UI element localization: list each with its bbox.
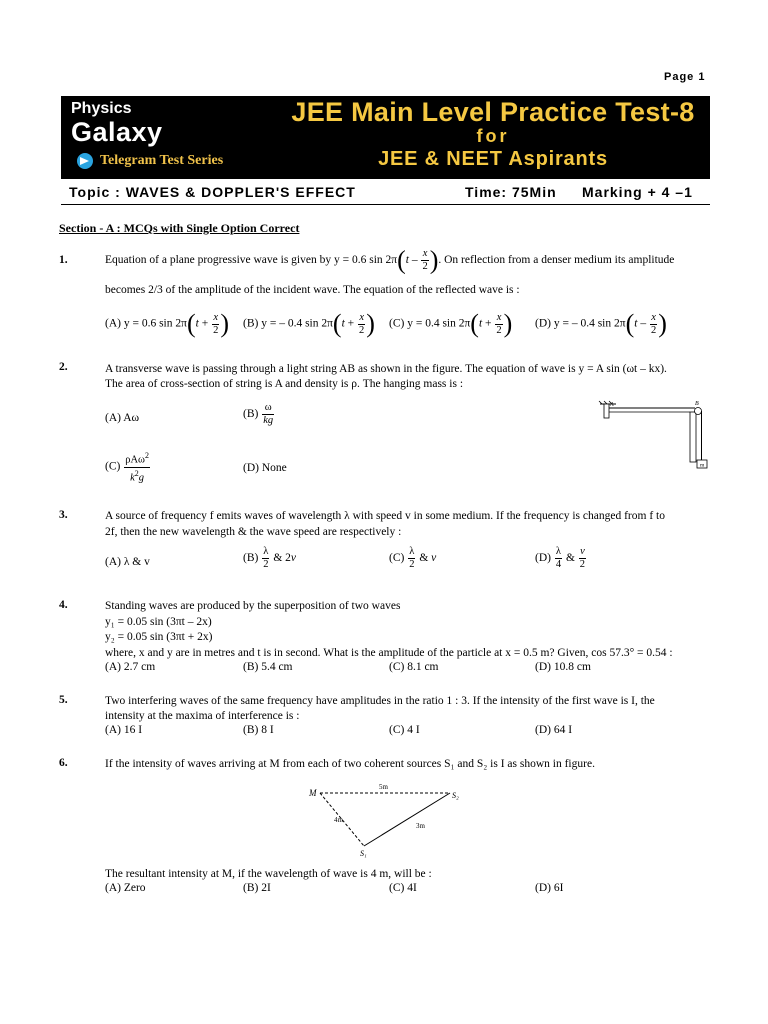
option-a: (A) λ & v [105, 556, 150, 568]
question-text: Standing waves are produced by the superposition of two waves [105, 600, 401, 612]
question-text-cont: The area of cross-section of string is A and density is ρ. The hanging mass is : [105, 378, 464, 390]
distance-4m-label: 4m [334, 816, 343, 824]
option-c-text: (C) y = 0.4 sin 2π [389, 317, 471, 330]
question-text-cont: The resultant intensity at M, if the wavelength of wave is 4 m, will be : [105, 868, 432, 880]
option-a: (A) y = 0.6 sin 2π(t + $\frac{x}{2}$ ) [105, 309, 229, 338]
option-c-text: (C) [389, 552, 405, 565]
option-b: (B) y = – 0.4 sin 2π(t + $\frac{x}{2}$ ) [243, 309, 375, 338]
question-text: A transverse wave is passing through a light string AB as shown in the figure. The equation of wave is y = A sin (ωt – kx). [105, 363, 667, 375]
option-c: (C) $\frac{\lambda}{2}$ & v [389, 546, 437, 570]
option-a-text: (A) y = 0.6 sin 2π [105, 317, 187, 330]
pulley [695, 408, 702, 415]
option-b: (B) 5.4 cm [243, 661, 293, 673]
option-d: (D) $\frac{\lambda}{4}$ & $\frac{v}{2}$ [535, 546, 586, 570]
telegram-icon [77, 153, 93, 169]
wall-block [604, 404, 609, 418]
question-number: 6. [59, 757, 68, 769]
distance-5m-label: 5m [379, 783, 388, 791]
option-b: (B) 2I [243, 882, 271, 894]
header-band [61, 96, 710, 179]
distance-3m-label: 3m [416, 822, 425, 830]
option-d-text: (D) [535, 552, 551, 565]
option-c: (C) 8.1 cm [389, 661, 439, 673]
topic-label: Topic : WAVES & DOPPLER'S EFFECT [69, 184, 356, 200]
page-number: Page 1 [664, 71, 706, 83]
option-b-text: (B) y = – 0.4 sin 2π [243, 317, 333, 330]
option-d: (D) None [243, 462, 287, 474]
point-m-label: M [309, 788, 317, 798]
test-title: JEE Main Level Practice Test-8 [291, 97, 695, 127]
option-b: (B) $\frac{\lambda}{2}$ & 2v [243, 546, 297, 570]
point-s1-label: S₁ [360, 849, 367, 858]
marking-label: Marking + 4 –1 [582, 184, 693, 200]
fig-label-a: A [610, 402, 614, 408]
telegram-row [77, 153, 223, 169]
equation-y2: y₂ = 0.05 sin (3πt + 2x) [105, 631, 213, 643]
option-b-text: (B) [243, 552, 259, 565]
option-c: (C) y = 0.4 sin 2π(t + $\frac{x}{2}$ ) [389, 309, 513, 338]
logo [71, 100, 163, 146]
logo-line1: Physics [71, 100, 132, 117]
section-title: Section - A : MCQs with Single Option Correct [59, 221, 300, 235]
segment-s1-s2 [364, 793, 450, 846]
question-text: If the intensity of waves arriving at M from each of two coherent sources S₁ and S₂ is I as shown in figure. [105, 758, 595, 770]
test-for: for [476, 126, 510, 146]
question-text-cont: 2f, then the new wavelength & the wave speed are respectively : [105, 526, 402, 538]
question-number: 2. [59, 361, 68, 373]
option-c: (C) 4 I [389, 724, 420, 736]
question-number: 1. [59, 254, 68, 266]
option-b-text: (B) [243, 408, 259, 421]
question-text: Equation of a plane progressive wave is given by y = 0.6 sin 2π(t – $\frac{x}{2}$ ). On reflection from a denser medium its amplitude [105, 245, 675, 275]
question-text-cont: intensity at the maxima of interference is : [105, 710, 300, 722]
pulley-string-figure [598, 398, 713, 473]
equation-y1: y₁ = 0.05 sin (3πt – 2x) [105, 616, 212, 628]
topic-row [61, 182, 710, 205]
option-a: (A) 2.7 cm [105, 661, 156, 673]
fig-label-b: B [695, 401, 699, 407]
question-text: A source of frequency f emits waves of wavelength λ with speed v in some medium. If the frequency is changed from f to [105, 510, 665, 522]
question-text-cont: where, x and y are in metres and t is in second. What is the amplitude of the particle at x = 0.5 m? Given, cos 57.3° = 0.54 : [105, 647, 673, 659]
option-b: (B) 8 I [243, 724, 274, 736]
option-d-text: (D) y = – 0.4 sin 2π [535, 317, 626, 330]
option-c: (C) $\frac{\rho A\omega^2}{k^2g}$ [105, 451, 149, 483]
question-number: 5. [59, 694, 68, 706]
question-text: Two interfering waves of the same frequency have amplitudes in the ratio 1 : 3. If the intensity of the first wave is I, the [105, 695, 655, 707]
point-s2-label: S₂ [452, 791, 459, 800]
option-d: (D) 6I [535, 882, 564, 894]
option-d: (D) y = – 0.4 sin 2π(t – $\frac{x}{2}$ ) [535, 309, 667, 338]
option-d: (D) 64 I [535, 724, 573, 736]
option-c-text: (C) [105, 460, 121, 473]
option-a: (A) 16 I [105, 724, 143, 736]
question-number: 3. [59, 509, 68, 521]
fig-label-m: m [700, 462, 705, 469]
option-d: (D) 10.8 cm [535, 661, 591, 673]
sources-triangle-figure [304, 778, 474, 860]
option-a: (A) Aω [105, 412, 140, 424]
telegram-label: Telegram Test Series [100, 153, 224, 168]
q1-text-b: . On reflection from a denser medium its amplitude [438, 254, 675, 266]
time-label: Time: 75Min [465, 184, 557, 200]
option-a: (A) Zero [105, 882, 146, 894]
q1-text-a: Equation of a plane progressive wave is given by y = 0.6 sin 2π [105, 254, 398, 266]
question-text-cont: becomes 2/3 of the amplitude of the incident wave. The equation of the reflected wave is : [105, 284, 520, 296]
option-b: (B) $\frac{\omega}{kg}$ [243, 402, 274, 426]
logo-line2: Galaxy [71, 117, 163, 147]
option-c: (C) 4I [389, 882, 417, 894]
table-leg [690, 412, 696, 462]
question-number: 4. [59, 599, 68, 611]
test-audience: JEE & NEET Aspirants [378, 148, 608, 170]
